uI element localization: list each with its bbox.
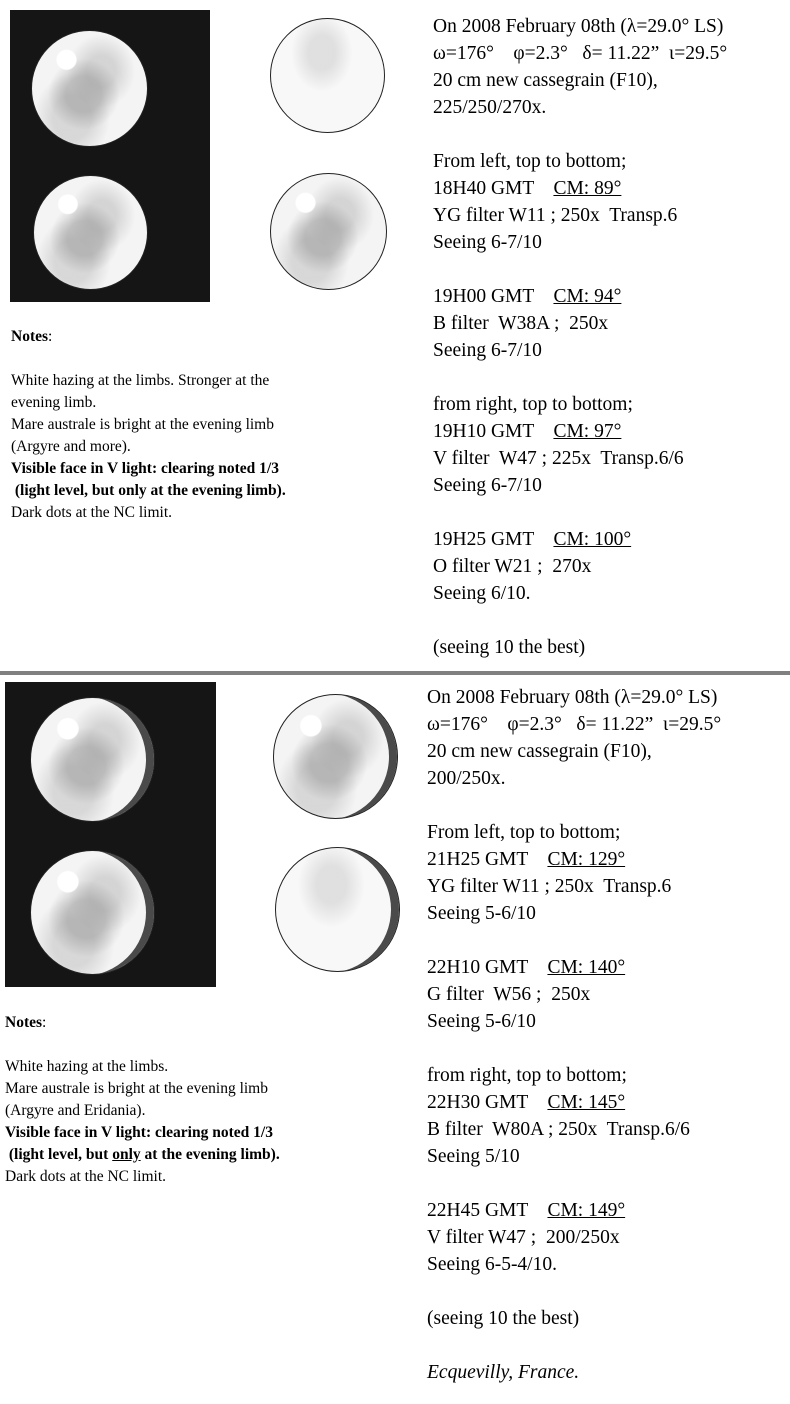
group-title: from right, top to bottom; xyxy=(427,1065,627,1086)
header-line: ω=176° φ=2.3° δ= 11.22” ι=29.5° xyxy=(427,714,722,735)
obs-filter: B filter W38A ; 250x xyxy=(433,313,609,334)
notes-heading: Notes xyxy=(11,328,49,345)
obs-time: 22H45 GMT xyxy=(427,1200,548,1221)
group-title: From left, top to bottom; xyxy=(427,822,621,843)
obs-time: 19H10 GMT xyxy=(433,421,554,442)
note-emphasis: only xyxy=(112,1146,141,1163)
section-1-drawings xyxy=(10,10,410,302)
note-line: White hazing at the limbs. xyxy=(5,1058,169,1075)
header-line: On 2008 February 08th (λ=29.0° LS) xyxy=(427,687,718,708)
obs-cm: CM: 129° xyxy=(547,849,626,870)
obs-time: 22H30 GMT xyxy=(427,1092,548,1113)
obs-filter: V filter W47 ; 200/250x xyxy=(427,1227,620,1248)
obs-seeing: Seeing 6-7/10 xyxy=(433,232,542,253)
note-line: Visible face in V light: clearing noted 1/3 xyxy=(11,460,279,477)
obs-cm: CM: 94° xyxy=(553,286,622,307)
obs-cm: CM: 149° xyxy=(547,1200,626,1221)
mars-drawing-yg xyxy=(31,30,148,147)
mars-drawing-v xyxy=(275,847,400,972)
header-line: 20 cm new cassegrain (F10), xyxy=(427,741,652,762)
note-line: Mare australe is bright at the evening limb xyxy=(5,1080,268,1097)
note-line: Visible face in V light: clearing noted 1/3 xyxy=(5,1124,273,1141)
header-line: 225/250/270x. xyxy=(433,97,547,118)
obs-filter: B filter W80A ; 250x Transp.6/6 xyxy=(427,1119,690,1140)
note-text: (light level, but xyxy=(5,1146,113,1163)
mars-drawing-v xyxy=(270,18,385,133)
section-2-notes xyxy=(5,1012,405,1188)
group-title: from right, top to bottom; xyxy=(433,394,633,415)
note-text: at the evening limb). xyxy=(140,1146,280,1163)
note-line: (Argyre and Eridania). xyxy=(5,1102,146,1119)
obs-time: 22H10 GMT xyxy=(427,957,548,978)
mars-drawing-g xyxy=(30,850,155,975)
obs-time: 18H40 GMT xyxy=(433,178,554,199)
notes-colon: : xyxy=(42,1014,47,1031)
obs-seeing: Seeing 6-7/10 xyxy=(433,340,542,361)
obs-cm: CM: 97° xyxy=(553,421,622,442)
notes-colon: : xyxy=(48,328,53,345)
obs-seeing: Seeing 5-6/10 xyxy=(427,1011,536,1032)
note-line: (Argyre and more). xyxy=(11,438,131,455)
obs-cm: CM: 140° xyxy=(547,957,626,978)
note-line: White hazing at the limbs. Stronger at the xyxy=(11,372,270,389)
obs-cm: CM: 89° xyxy=(553,178,622,199)
mars-drawing-o xyxy=(270,173,387,290)
note-line: Mare australe is bright at the evening limb xyxy=(11,416,274,433)
seeing-footnote: (seeing 10 the best) xyxy=(433,637,586,658)
section-1-notes xyxy=(11,326,411,524)
section-2-drawings xyxy=(5,682,405,987)
note-line: Dark dots at the NC limit. xyxy=(5,1168,167,1185)
section-2-observation-text xyxy=(427,684,787,1386)
section-1-observation-text xyxy=(433,13,788,661)
mars-drawing-b xyxy=(273,694,398,819)
note-line xyxy=(5,1144,405,1166)
obs-time: 21H25 GMT xyxy=(427,849,548,870)
group-title: From left, top to bottom; xyxy=(433,151,627,172)
note-line: Dark dots at the NC limit. xyxy=(11,504,173,521)
note-line: (light level, but only at the evening limb). xyxy=(11,482,286,499)
obs-filter: YG filter W11 ; 250x Transp.6 xyxy=(433,205,678,226)
seeing-footnote: (seeing 10 the best) xyxy=(427,1308,580,1329)
header-line: 200/250x. xyxy=(427,768,506,789)
notes-heading: Notes xyxy=(5,1014,43,1031)
section-divider xyxy=(0,671,790,675)
obs-filter: V filter W47 ; 225x Transp.6/6 xyxy=(433,448,684,469)
header-line: 20 cm new cassegrain (F10), xyxy=(433,70,658,91)
obs-cm: CM: 100° xyxy=(553,529,632,550)
obs-time: 19H00 GMT xyxy=(433,286,554,307)
obs-seeing: Seeing 5/10 xyxy=(427,1146,520,1167)
mars-drawing-yg xyxy=(30,697,155,822)
obs-filter: YG filter W11 ; 250x Transp.6 xyxy=(427,876,672,897)
observer-credit: Ecquevilly, France. xyxy=(427,1362,580,1383)
mars-drawing-b xyxy=(33,175,148,290)
header-line: ω=176° φ=2.3° δ= 11.22” ι=29.5° xyxy=(433,43,728,64)
obs-seeing: Seeing 5-6/10 xyxy=(427,903,536,924)
note-line: evening limb. xyxy=(11,394,97,411)
obs-seeing: Seeing 6/10. xyxy=(433,583,531,604)
obs-time: 19H25 GMT xyxy=(433,529,554,550)
obs-seeing: Seeing 6-5-4/10. xyxy=(427,1254,557,1275)
obs-filter: O filter W21 ; 270x xyxy=(433,556,592,577)
obs-seeing: Seeing 6-7/10 xyxy=(433,475,542,496)
obs-cm: CM: 145° xyxy=(547,1092,626,1113)
header-line: On 2008 February 08th (λ=29.0° LS) xyxy=(433,16,724,37)
obs-filter: G filter W56 ; 250x xyxy=(427,984,591,1005)
